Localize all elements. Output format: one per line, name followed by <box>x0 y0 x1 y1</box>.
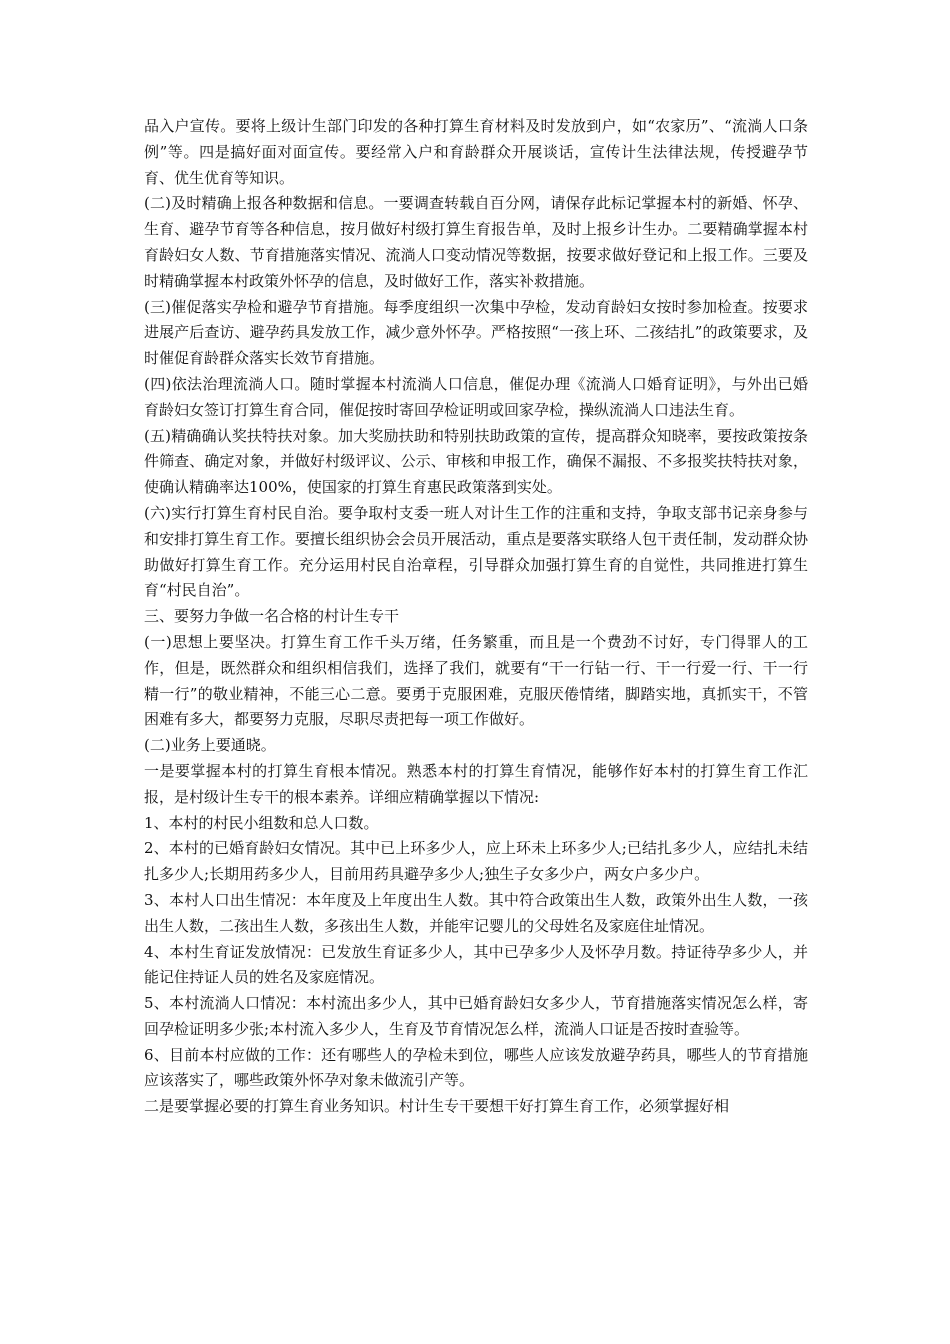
list-item: 4、本村生育证发放情况：已发放生育证多少人，其中已孕多少人及怀孕月数。持证待孕多少人，并能记住持证人员的姓名及家庭情况。 <box>144 942 808 987</box>
list-item: 3、本村人口出生情况：本年度及上年度出生人数。其中符合政策出生人数，政策外出生人数，一孩出生人数，二孩出生人数，多孩出生人数，并能牢记婴儿的父母姓名及家庭住址情况。 <box>144 890 808 935</box>
paragraph: (三)催促落实孕检和避孕节育措施。每季度组织一次集中孕检，发动育龄妇女按时参加检查。按要求进展产后查访、避孕药具发放工作，减少意外怀孕。严格按照“一孩上环、二孩结扎”的政策要求，及时催促育龄群众落实长效节育措施。 <box>144 297 808 368</box>
paragraph: (一)思想上要坚决。打算生育工作千头万绪，任务繁重，而且是一个费劲不讨好，专门得罪人的工作，但是，既然群众和组织相信我们，选择了我们，就要有“干一行钻一行、干一行爱一行、干一行精一行”的敬业精神，不能三心二意。要勇于克服困难，克服厌倦情绪，脚踏实地，真抓实干，不管困难有多大，都要努力克服，尽职尽责把每一项工作做好。 <box>144 632 808 729</box>
list-item: 1、本村的村民小组数和总人口数。 <box>144 813 379 832</box>
list-item: 5、本村流淌人口情况：本村流出多少人，其中已婚育龄妇女多少人，节育措施落实情况怎么样，寄回孕检证明多少张;本村流入多少人，生育及节育情况怎么样，流淌人口证是否按时查验等。 <box>144 994 808 1038</box>
paragraph: 品入户宣传。要将上级计生部门印发的各种打算生育材料及时发放到户，如“农家历”、“流淌人口条例”等。四是搞好面对面宣传。要经常入户和育龄群众开展谈话，宣传计生法律法规，传授避孕节育、优生优育等知识。 <box>144 117 808 187</box>
paragraph: (五)精确确认奖扶特扶对象。加大奖励扶助和特别扶助政策的宣传，提高群众知晓率，要按政策按条件筛查、确定对象，并做好村级评议、公示、审核和申报工作，确保不漏报、不多报奖扶特扶对象，使确认精确率达100%，使国家的打算生育惠民政策落到实处。 <box>144 426 808 497</box>
paragraph: (二)及时精确上报各种数据和信息。一要调查转载自百分网，请保存此标记掌握本村的新婚、怀孕、生育、避孕节育等各种信息，按月做好村级打算生育报告单，及时上报乡计生办。二要精确掌握本村育龄妇女人数、节育措施落实情况、流淌人口变动情况等数据，按要求做好登记和上报工作。三要及时精确掌握本村政策外怀孕的信息，及时做好工作，落实补救措施。 <box>144 194 808 290</box>
document-body <box>144 114 808 1120</box>
paragraph: 二是要掌握必要的打算生育业务知识。村计生专干要想干好打算生育工作，必须掌握好相 <box>144 1097 730 1116</box>
list-item: 2、本村的已婚育龄妇女情况。其中已上环多少人，应上环未上环多少人;已结扎多少人，应结扎未结扎多少人;长期用药多少人，目前用药具避孕多少人;独生子女多少户，两女户多少户。 <box>144 839 808 884</box>
paragraph: (四)依法治理流淌人口。随时掌握本村流淌人口信息，催促办理《流淌人口婚育证明》，与外出已婚育龄妇女签订打算生育合同，催促按时寄回孕检证明或回家孕检，操纵流淌人口违法生育。 <box>144 374 808 419</box>
paragraph: (六)实行打算生育村民自治。要争取村支委一班人对计生工作的注重和支持，争取支部书记亲身参与和安排打算生育工作。要擅长组织协会会员开展活动，重点是要落实联络人包干责任制，发动群众协助做好打算生育工作。充分运用村民自治章程，引导群众加强打算生育的自觉性，共同推进打算生育“村民自治”。 <box>144 503 808 600</box>
section-heading: 三、要努力争做一名合格的村计生专干 <box>144 607 400 626</box>
list-item: 6、目前本村应做的工作：还有哪些人的孕检未到位，哪些人应该发放避孕药具，哪些人的节育措施应该落实了，哪些政策外怀孕对象未做流引产等。 <box>144 1045 808 1090</box>
subsection-heading: (二)业务上要通晓。 <box>144 736 276 755</box>
paragraph: 一是要掌握本村的打算生育根本情况。熟悉本村的打算生育情况，能够作好本村的打算生育工作汇报，是村级计生专干的根本素养。详细应精确掌握以下情况: <box>144 761 808 806</box>
